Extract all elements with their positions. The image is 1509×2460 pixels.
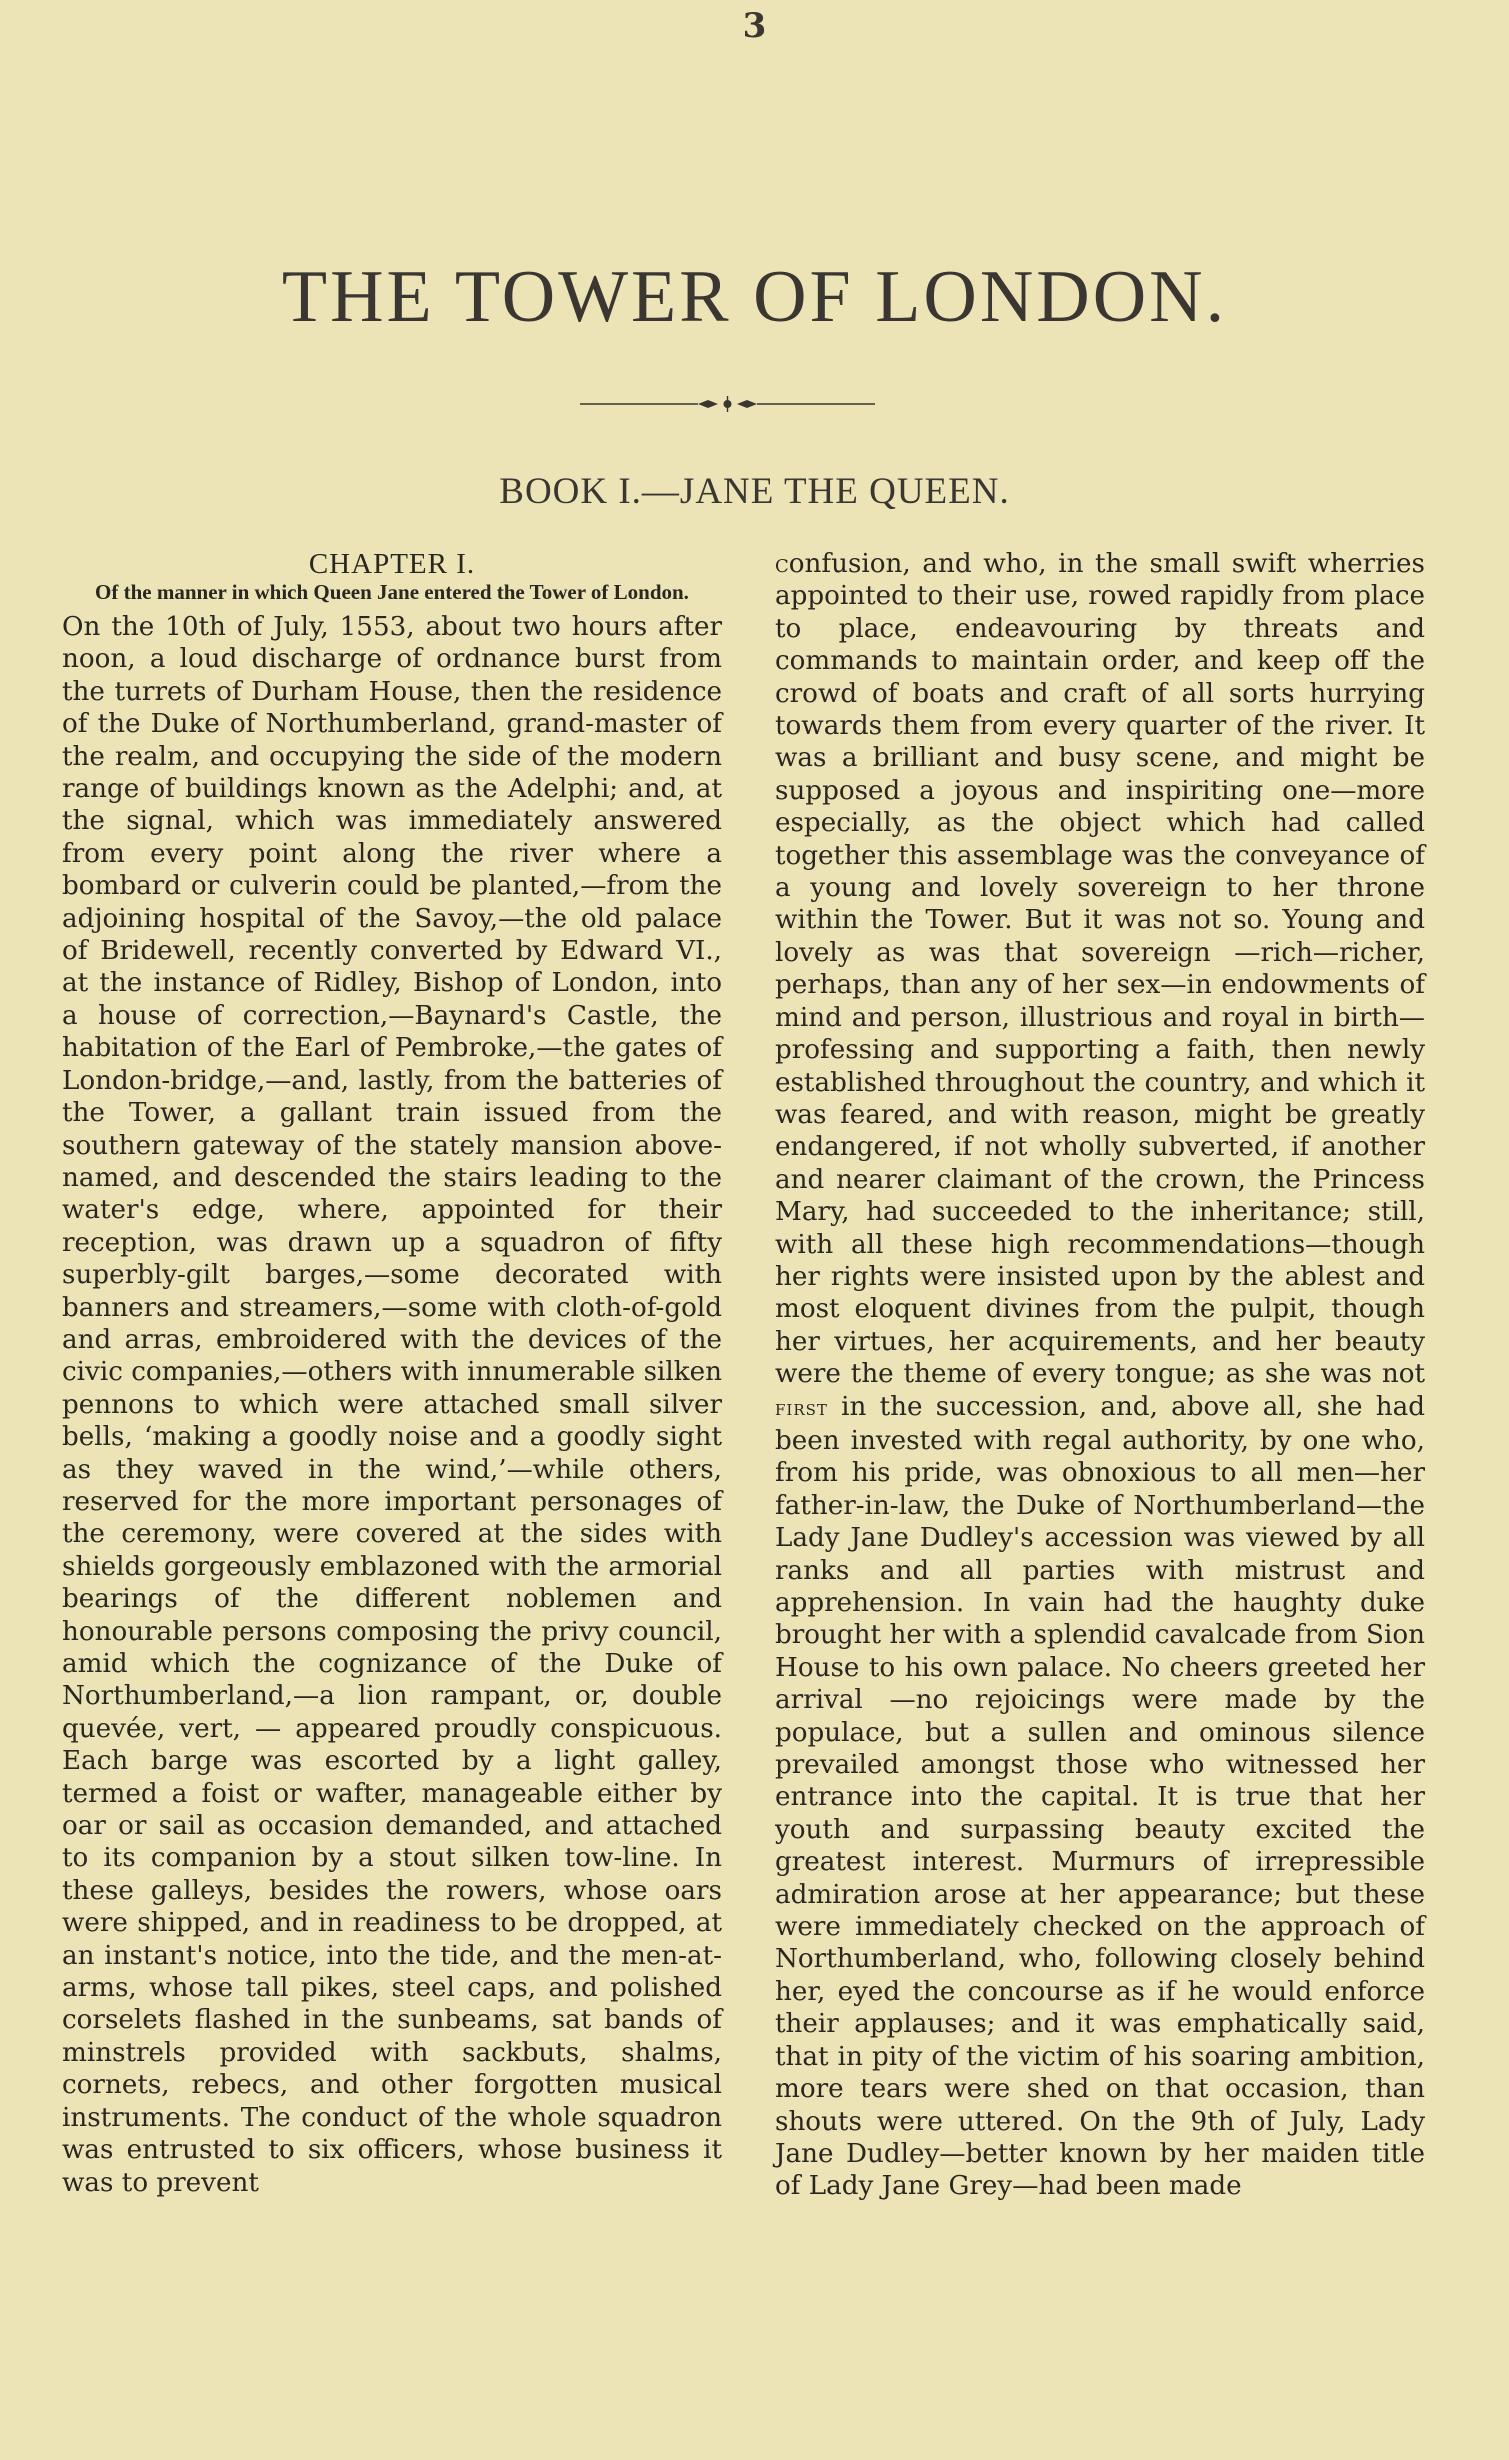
ornament-divider [580, 394, 875, 414]
right-column-text-part2: in the succession, and, above all, she had been invested with regal authority, by one who, from his pride, was obnoxious to all men—her father-in-law, the Duke of Northumberland—the Lady Jane Dudley's accession was viewed by all ranks and all parties with mistrust and apprehension. In vain had the haughty duke brought her with a splendid cavalcade from Sion House to his own palace. No cheers greeted her arrival —no rejoicings were made by the populace, but a sullen and ominous silence prevailed amongst those who witnessed her entrance into the capital. It is true that her youth and surpassing beauty excited the greatest interest. Murmurs of irrepressible admiration arose at her appearance; but these were immediately checked on the approach of Northumberland, who, following closely behind her, eyed the concourse as if he would enforce their applauses; and it was emphatically said, that in pity of the victim of his soaring ambition, more tears were shed on that occasion, than shouts were uttered. On the 9th of July, Lady Jane Dudley—better known by her maiden title of Lady Jane Grey—had been made [775, 1391, 1425, 2202]
right-column-text [775, 548, 1425, 2203]
book-title: BOOK I.—JANE THE QUEEN. [499, 471, 1010, 512]
page-number: 3 [742, 6, 767, 46]
right-column [775, 548, 1425, 2203]
chapter-subtitle: Of the manner in which Queen Jane entered the Tower of London. [95, 580, 689, 604]
chapter-heading: CHAPTER I. [308, 548, 476, 580]
left-column-text: On the 10th of July, 1553, about two hours after noon, a loud discharge of ordnance burst from the turrets of Durham House, then the residence of the Duke of Northumberland, grand-master of the realm, and occupying the side of the modern range of buildings known as the Adelphi; and, at the signal, which was immediately answered from every point along the river where a bombard or culverin could be planted,—from the adjoining hospital of the Savoy,—the old palace of Bridewell, recently converted by Edward VI., at the instance of Ridley, Bishop of London, into a house of correction,—Baynard's Castle, the habitation of the Earl of Pembroke,—the gates of London-bridge,—and, lastly, from the batteries of the Tower, a gallant train issued from the southern gateway of the stately mansion above-named, and descended the stairs leading to the water's edge, where, appointed for their reception, was drawn up a squadron of fifty superbly-gilt barges,—some decorated with banners and streamers,—some with cloth-of-gold and arras, embroidered with the devices of the civic companies,—others with innumerable silken pennons to which were attached small silver bells, ‘making a goodly noise and a goodly sight as they waved in the wind,’—while others, reserved for the more important personages of the ceremony, were covered at the sides with shields gorgeously emblazoned with the armorial bearings of the different noblemen and honourable persons composing the privy council, amid which the cognizance of the Duke of Northumberland,—a lion rampant, or, double quevée, vert, — appeared proudly conspicuous. Each barge was escorted by a light galley, termed a foist or wafter, manageable either by oar or sail as occasion demanded, and attached to its companion by a stout silken tow-line. In these galleys, besides the rowers, whose oars were shipped, and in readiness to be dropped, at an instant's notice, into the tide, and the men-at-arms, whose tall pikes, steel caps, and polished corselets flashed in the sunbeams, sat bands of minstrels provided with sackbuts, shalms, cornets, rebecs, and other forgotten musical instruments. The conduct of the whole squadron was entrusted to six officers, whose business it was to prevent [62, 612, 722, 2198]
right-column-text-part1: confusion, and who, in the small swift wherries appointed to their use, rowed rapidly from place to place, endeavouring by threats and commands to maintain order, and keep off the crowd of boats and craft of all sorts hurrying towards them from every quarter of the river. It was a brilliant and busy scene, and might be supposed a joyous and inspiriting one—more especially, as the object which had called together this assemblage was the conveyance of a young and lovely sovereign to her throne within the Tower. But it was not so. Young and lovely as was that sovereign —rich—richer, perhaps, than any of her sex—in endowments of mind and person, illustrious and royal in birth—professing and supporting a faith, then newly established throughout the country, and which it was feared, and with reason, might be greatly endangered, if not wholly subverted, if another and nearer claimant of the crown, the Princess Mary, had succeeded to the inheritance; still, with all these high recommendations—though her rights were insisted upon by the ablest and most eloquent divines from the pulpit, though her virtues, her acquirements, and her beauty were the theme of every tongue; as she was not [775, 549, 1425, 1390]
left-column [62, 548, 722, 2199]
page-title: THE TOWER OF LONDON. [281, 256, 1228, 338]
small-caps-first: first [775, 1395, 828, 1421]
